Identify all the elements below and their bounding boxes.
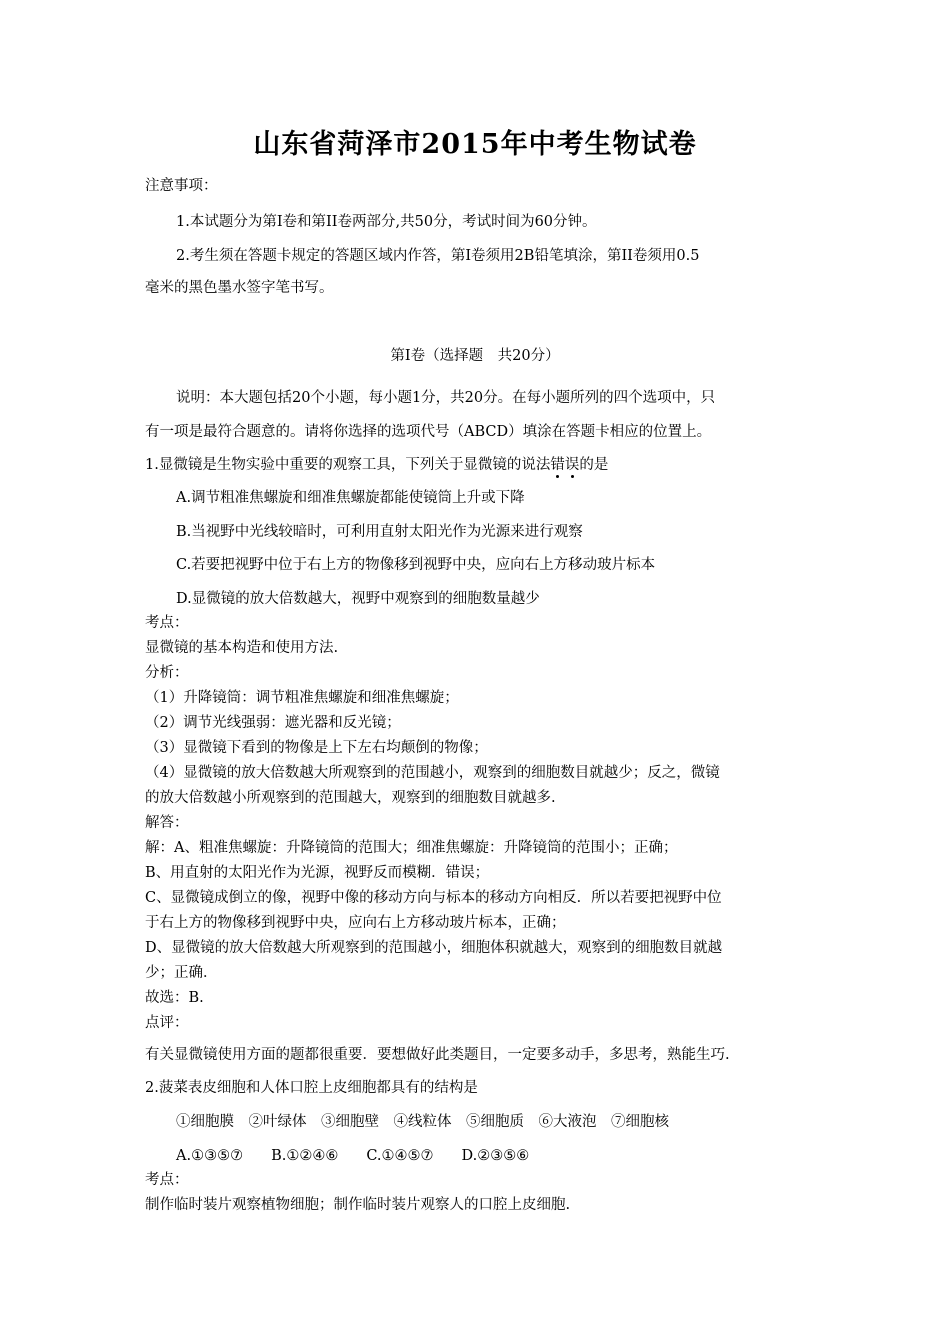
q1-jieda-c-line-1: C、显微镜成倒立的像，视野中像的移动方向与标本的移动方向相反．所以若要把视野中位 bbox=[145, 890, 722, 906]
notice-item-2-line-2: 毫米的黑色墨水签字笔书写。 bbox=[145, 280, 334, 296]
q1-fenxi-2: （2）调节光线强弱：遮光器和反光镜； bbox=[145, 715, 401, 731]
q1-answer: 故选：B. bbox=[145, 990, 204, 1006]
q1-stem-emphasis-2: 误 bbox=[564, 457, 580, 473]
q2-option-a: A.①③⑤⑦ bbox=[176, 1148, 244, 1164]
q2-items: ①细胞膜 ②叶绿体 ③细胞壁 ④线粒体 ⑤细胞质 ⑥大液泡 ⑦细胞核 bbox=[176, 1114, 669, 1130]
q1-fenxi-3: （3）显微镜下看到的物像是上下左右均颠倒的物像； bbox=[145, 740, 488, 756]
q1-fenxi-4-line-2: 的放大倍数越小所观察到的范围越大，观察到的细胞数目就越多. bbox=[145, 790, 556, 806]
q2-options bbox=[176, 1146, 841, 1166]
q1-option-d: D.显微镜的放大倍数越大，视野中观察到的细胞数量越少 bbox=[176, 591, 540, 607]
notice-heading: 注意事项： bbox=[145, 178, 218, 194]
q1-fenxi-label: 分析： bbox=[145, 665, 189, 681]
section-1-title: 第Ⅰ卷（选择题 共20分） bbox=[390, 348, 560, 364]
q1-stem-emphasis-1: 错 bbox=[550, 457, 565, 473]
notice-item-2-line-1: 2.考生须在答题卡规定的答题区域内作答，第Ⅰ卷须用2B铅笔填涂，第II卷须用0.5 bbox=[176, 248, 700, 264]
section-1-desc-line-1: 说明：本大题包括20个小题，每小题1分，共20分。在每小题所列的四个选项中，只 bbox=[176, 390, 716, 406]
page-title: 山东省菏泽市2015年中考生物试卷 bbox=[253, 129, 697, 160]
q1-jieda-d-line-2: 少；正确． bbox=[145, 965, 218, 981]
q2-option-d: D.②③⑤⑥ bbox=[461, 1148, 530, 1164]
q1-dianping: 有关显微镜使用方面的题都很重要．要想做好此类题目，一定要多动手，多思考，熟能生巧. bbox=[145, 1047, 730, 1063]
q2-stem: 2.菠菜表皮细胞和人体口腔上皮细胞都具有的结构是 bbox=[145, 1080, 478, 1096]
q1-jieda-b: B、用直射的太阳光作为光源，视野反而模糊．错误； bbox=[145, 865, 490, 881]
q2-kaodian: 制作临时装片观察植物细胞；制作临时装片观察人的口腔上皮细胞. bbox=[145, 1197, 571, 1213]
q1-option-c: C.若要把视野中位于右上方的物像移到视野中央，应向右上方移动玻片标本 bbox=[176, 557, 656, 573]
section-1-desc-line-2: 有一项是最符合题意的。请将你选择的选项代号（ABCD）填涂在答题卡相应的位置上。 bbox=[145, 424, 712, 440]
q1-jieda-c-line-2: 于右上方的物像移到视野中央，应向右上方移动玻片标本，正确； bbox=[145, 915, 566, 931]
q1-kaodian: 显微镜的基本构造和使用方法. bbox=[145, 640, 339, 656]
q1-jieda-d-line-1: D、显微镜的放大倍数越大所观察到的范围越小，细胞体积就越大，观察到的细胞数目就越 bbox=[145, 940, 723, 956]
q1-jieda-a: 解：A、粗准焦螺旋：升降镜筒的范围大；细准焦螺旋：升降镜筒的范围小；正确； bbox=[145, 840, 678, 856]
q1-option-a: A.调节粗准焦螺旋和细准焦螺旋都能使镜筒上升或下降 bbox=[176, 490, 525, 506]
q1-stem-prefix: 1.显微镜是生物实验中重要的观察工具，下列关于显微镜的说法 bbox=[145, 457, 551, 473]
q1-fenxi-1: （1）升降镜筒：调节粗准焦螺旋和细准焦螺旋； bbox=[145, 690, 459, 706]
q1-kaodian-label: 考点： bbox=[145, 615, 189, 631]
q1-stem-suffix: 的是 bbox=[579, 457, 609, 473]
q1-fenxi-4-line-1: （4）显微镜的放大倍数越大所观察到的范围越小，观察到的细胞数目就越少；反之，微镜 bbox=[145, 765, 720, 781]
q2-kaodian-label: 考点： bbox=[145, 1172, 189, 1188]
q2-option-b: B.①②④⑥ bbox=[271, 1148, 339, 1164]
q1-option-b: B.当视野中光线较暗时，可利用直射太阳光作为光源来进行观察 bbox=[176, 524, 583, 540]
q2-option-c: C.①④⑤⑦ bbox=[366, 1148, 434, 1164]
q1-stem bbox=[145, 455, 810, 475]
q1-jieda-label: 解答： bbox=[145, 815, 189, 831]
q1-dianping-label: 点评： bbox=[145, 1015, 189, 1031]
notice-item-1: 1.本试题分为第Ⅰ卷和第II卷两部分,共50分，考试时间为60分钟。 bbox=[176, 214, 597, 230]
